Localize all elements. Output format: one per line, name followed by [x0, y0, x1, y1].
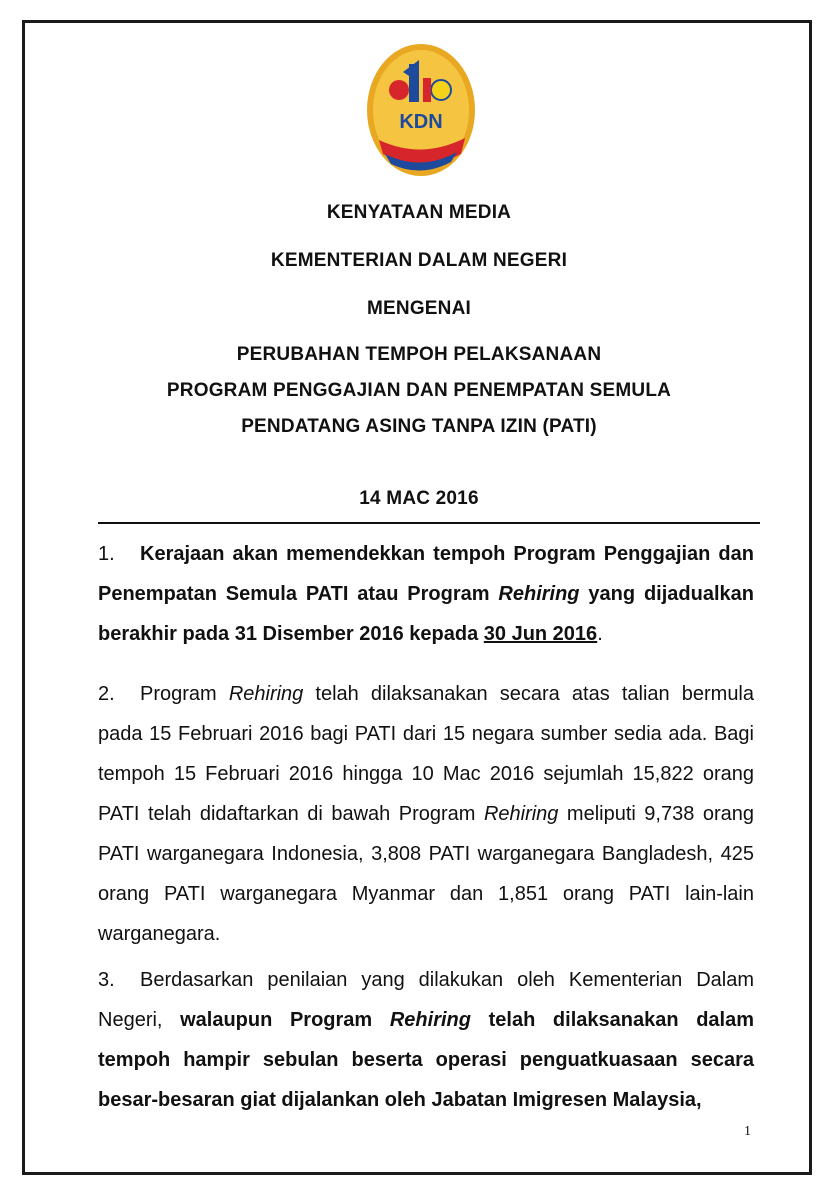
- heading-title-line-1: PERUBAHAN TEMPOH PELAKSANAAN: [236, 344, 602, 365]
- paragraph-3: 3. Berdasarkan penilaian yang dilakukan oleh Kementerian Dalam Negeri, walaupun Program Rehiring telah dilaksanakan dalam tempoh hampir sebulan beserta operasi penguatkuasaan secara besar-besaran giat dijalankan oleh Jabatan Imigresen Malaysia,: [98, 960, 754, 1120]
- page-number: 1: [744, 1124, 751, 1139]
- date: 14 MAC 2016: [359, 488, 479, 509]
- paragraph-1: 1. Kerajaan akan memendekkan tempoh Program Penggajian dan Penempatan Semula PATI atau Program Rehiring yang dijadualkan berakhir pada 31 Disember 2016 kepada 30 Jun 2016.: [98, 534, 754, 654]
- kdn-logo: [365, 42, 477, 178]
- heading-title-line-3: PENDATANG ASING TANPA IZIN (PATI): [241, 416, 597, 437]
- heading-ministry: KEMENTERIAN DALAM NEGERI: [270, 250, 568, 271]
- divider: [98, 522, 760, 524]
- paragraph-2: 2. Program Rehiring telah dilaksanakan secara atas talian bermula pada 15 Februari 2016 bagi PATI dari 15 negara sumber sedia ada. Bagi tempoh 15 Februari 2016 hingga 10 Mac 2016 sejumlah 15,822 orang PATI telah didaftarkan di bawah Program Rehiring meliputi 9,738 orang PATI warganegara Indonesia, 3,808 PATI warganegara Bangladesh, 425 orang PATI warganegara Myanmar dan 1,851 orang PATI lain-lain warganegara.: [98, 674, 754, 954]
- heading-mengenai: MENGENAI: [367, 298, 471, 319]
- paragraph-number: 1.: [98, 543, 115, 565]
- logo-text: KDN: [399, 111, 443, 133]
- heading-title-line-2: PROGRAM PENGGAJIAN DAN PENEMPATAN SEMULA: [166, 380, 672, 401]
- paragraph-number: 2.: [98, 683, 115, 705]
- heading-kenyataan-media: KENYATAAN MEDIA: [326, 202, 512, 223]
- paragraph-number: 3.: [98, 969, 115, 991]
